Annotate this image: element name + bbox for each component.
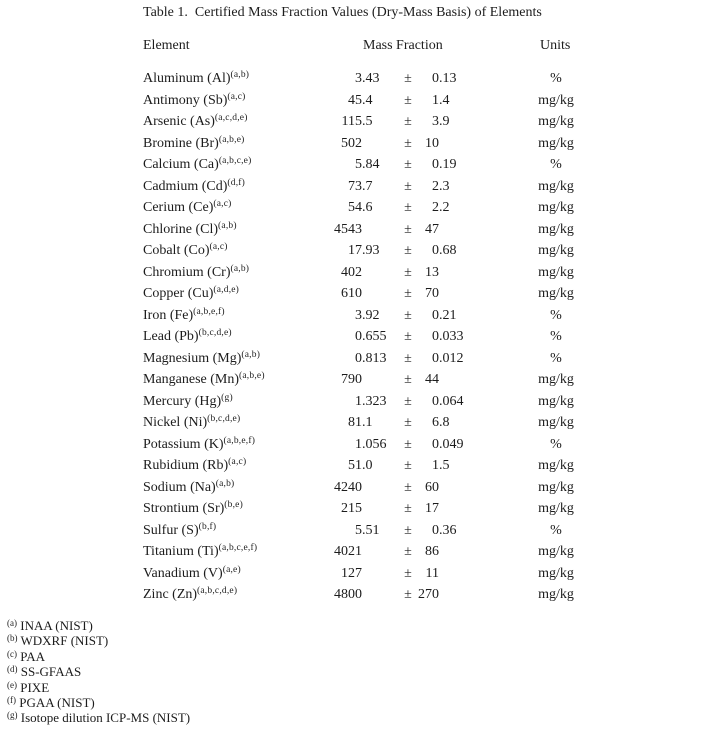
table-row — [143, 477, 663, 499]
table-row — [143, 240, 663, 262]
element-name-cell — [143, 283, 328, 305]
method-footnote-refs: (a,c,d,e) — [214, 113, 248, 123]
method-footnote-refs: (a,b) — [241, 349, 261, 360]
table-row — [143, 455, 663, 477]
table-header-row — [143, 39, 663, 55]
value-integer-part: 81 — [348, 415, 362, 430]
element-name-cell — [143, 369, 328, 391]
value-fraction-part — [362, 498, 399, 520]
method-footnote-refs: (a,b,e) — [218, 134, 245, 145]
footnote-text: INAA (NIST) — [20, 618, 93, 633]
method-footnote-refs: (a,d,e) — [213, 285, 240, 295]
footnotes-block — [7, 618, 190, 726]
element-name: Cadmium (Cd) — [143, 178, 228, 194]
uncertainty-integer-part: 0 — [432, 243, 439, 258]
method-footnote-refs: (b,e) — [224, 500, 243, 510]
method-footnote-refs: (a,b,c,e,f) — [218, 543, 258, 553]
footnote-line — [7, 649, 190, 664]
method-footnote-refs: (a,c) — [227, 91, 246, 102]
units-cell: mg/kg — [538, 178, 574, 194]
table-row — [143, 584, 663, 606]
units-cell: mg/kg — [538, 243, 574, 258]
column-header-units: Units — [540, 38, 571, 53]
value-fraction-part — [362, 563, 399, 585]
units-cell: mg/kg — [538, 200, 574, 215]
uncertainty-fraction-part — [439, 477, 476, 499]
value-fraction-part: .5 — [362, 114, 373, 129]
uncertainty-fraction-part: .36 — [439, 522, 457, 538]
footnote-line — [7, 618, 190, 633]
value-integer-part: 502 — [341, 135, 362, 151]
plus-minus-sign: ± — [404, 565, 412, 581]
units-cell: mg/kg — [538, 479, 574, 495]
plus-minus-sign: ± — [404, 350, 412, 366]
element-name: Iron (Fe) — [143, 307, 194, 323]
element-name: Nickel (Ni) — [143, 415, 208, 430]
value-fraction-part — [362, 133, 399, 155]
element-name: Titanium (Ti) — [143, 544, 219, 559]
plus-minus-sign: ± — [404, 92, 412, 108]
element-name: Aluminum (Al) — [143, 71, 231, 86]
element-name: Antimony (Sb) — [143, 92, 228, 108]
value-fraction-part: .4 — [362, 92, 373, 108]
value-fraction-part: .43 — [362, 71, 380, 86]
value-fraction-part: .813 — [362, 350, 387, 366]
plus-minus-sign: ± — [404, 436, 412, 452]
uncertainty-integer-part: 0 — [432, 329, 439, 344]
plus-minus-sign: ± — [404, 372, 412, 387]
uncertainty-fraction-part — [439, 219, 476, 241]
plus-minus-sign: ± — [404, 286, 412, 301]
value-integer-part: 54 — [348, 200, 362, 215]
method-footnote-refs: (a,b) — [215, 478, 235, 489]
uncertainty-fraction-part — [439, 584, 476, 606]
footnote-text: PAA — [20, 648, 46, 664]
element-name-cell — [143, 197, 328, 219]
method-footnote-refs: (a,b,c,d,e) — [197, 586, 238, 596]
uncertainty-fraction-part: .012 — [439, 350, 464, 366]
uncertainty-fraction-part: .049 — [439, 436, 464, 452]
element-name-cell — [143, 219, 328, 241]
uncertainty-fraction-part: .4 — [439, 92, 450, 108]
table-caption: Table 1. Certified Mass Fraction Values (Dry-Mass Basis) of Elements — [143, 5, 542, 20]
uncertainty-integer-part: 0 — [432, 522, 439, 538]
table-row — [143, 498, 663, 520]
uncertainty-integer-part: 0 — [432, 393, 439, 409]
plus-minus-sign: ± — [404, 200, 412, 215]
plus-minus-sign: ± — [404, 458, 412, 473]
method-footnote-refs: (d,f) — [227, 177, 246, 188]
method-footnote-refs: (b,f) — [198, 521, 217, 532]
uncertainty-integer-part: 11 — [425, 565, 439, 581]
column-header-mass-fraction: Mass Fraction — [363, 38, 443, 53]
table-row — [143, 90, 663, 112]
plus-minus-sign: ± — [404, 479, 412, 495]
footnote-marker: (b) — [7, 633, 18, 644]
table-row — [143, 412, 663, 434]
units-cell: % — [550, 71, 562, 86]
value-integer-part: 17 — [348, 243, 362, 258]
units-cell: mg/kg — [538, 415, 574, 430]
value-integer-part: 1 — [355, 436, 362, 452]
plus-minus-sign: ± — [404, 544, 412, 559]
uncertainty-integer-part: 270 — [418, 587, 439, 602]
table-row — [143, 520, 663, 542]
uncertainty-integer-part: 70 — [425, 286, 439, 301]
uncertainty-fraction-part: .3 — [439, 178, 450, 194]
element-name: Lead (Pb) — [143, 329, 199, 344]
units-cell: mg/kg — [538, 565, 574, 581]
method-footnote-refs: (a,b) — [230, 70, 250, 80]
units-cell: % — [550, 436, 562, 452]
plus-minus-sign: ± — [404, 114, 412, 129]
uncertainty-fraction-part: .033 — [439, 329, 464, 344]
method-footnote-refs: (a,c) — [213, 199, 232, 209]
table-row — [143, 133, 663, 155]
footnote-marker: (f) — [7, 695, 16, 706]
method-footnote-refs: (g) — [221, 392, 233, 403]
plus-minus-sign: ± — [404, 501, 412, 516]
units-cell: % — [550, 157, 562, 172]
value-fraction-part: .92 — [362, 307, 380, 323]
element-name-cell — [143, 68, 328, 90]
value-fraction-part — [362, 262, 399, 284]
units-cell: % — [550, 350, 562, 366]
uncertainty-fraction-part — [439, 541, 476, 563]
value-fraction-part: .0 — [362, 458, 373, 473]
uncertainty-integer-part: 47 — [425, 221, 439, 237]
uncertainty-fraction-part — [439, 369, 476, 391]
value-integer-part: 73 — [348, 178, 362, 194]
element-name-cell — [143, 348, 328, 370]
element-name-cell — [143, 154, 328, 176]
method-footnote-refs: (a,c) — [228, 457, 247, 467]
method-footnote-refs: (a,b,e) — [239, 371, 265, 381]
method-footnote-refs: (a,b,c,e) — [218, 156, 252, 166]
value-fraction-part: .323 — [362, 393, 387, 409]
method-footnote-refs: (b,c,d,e) — [207, 414, 241, 424]
footnote-line — [7, 710, 190, 725]
uncertainty-integer-part: 3 — [432, 114, 439, 129]
plus-minus-sign: ± — [404, 221, 412, 237]
footnote-text: SS-GFAAS — [20, 664, 82, 680]
plus-minus-sign: ± — [404, 264, 412, 280]
plus-minus-sign: ± — [404, 415, 412, 430]
footnote-marker: (c) — [7, 648, 17, 659]
method-footnote-refs: (a,b,e,f) — [223, 435, 256, 446]
value-fraction-part — [362, 584, 399, 606]
plus-minus-sign: ± — [404, 329, 412, 344]
units-cell: mg/kg — [538, 114, 574, 129]
element-name-cell — [143, 305, 328, 327]
value-fraction-part: .51 — [362, 522, 380, 538]
uncertainty-fraction-part — [439, 563, 476, 585]
table-row — [143, 391, 663, 413]
table-row — [143, 563, 663, 585]
value-integer-part: 5 — [355, 157, 362, 172]
value-integer-part: 3 — [355, 307, 362, 323]
footnote-text: PGAA (NIST) — [19, 695, 95, 711]
units-cell: % — [550, 307, 562, 323]
element-name: Sodium (Na) — [143, 479, 216, 495]
method-footnote-refs: (a,b,e,f) — [193, 306, 225, 317]
uncertainty-integer-part: 0 — [432, 307, 439, 323]
uncertainty-integer-part: 0 — [432, 436, 439, 452]
value-fraction-part: .655 — [362, 329, 387, 344]
uncertainty-fraction-part: .21 — [439, 307, 457, 323]
table-row — [143, 176, 663, 198]
footnote-text: Isotope dilution ICP-MS (NIST) — [20, 710, 191, 726]
element-name-cell — [143, 262, 328, 284]
value-integer-part: 51 — [348, 458, 362, 473]
value-fraction-part — [362, 283, 399, 305]
value-integer-part: 0 — [355, 350, 362, 366]
units-cell: mg/kg — [538, 92, 574, 108]
element-name-cell — [143, 477, 328, 499]
element-name-cell — [143, 133, 328, 155]
value-fraction-part — [362, 219, 399, 241]
units-cell: % — [550, 329, 562, 344]
plus-minus-sign: ± — [404, 157, 412, 172]
element-name: Zinc (Zn) — [143, 587, 198, 602]
table-row — [143, 369, 663, 391]
element-name: Potassium (K) — [143, 436, 224, 452]
uncertainty-integer-part: 10 — [425, 135, 439, 151]
value-integer-part: 1 — [355, 393, 362, 409]
value-fraction-part: .93 — [362, 243, 380, 258]
method-footnote-refs: (a,b) — [230, 263, 250, 274]
uncertainty-fraction-part: .5 — [439, 458, 450, 473]
uncertainty-integer-part: 2 — [432, 178, 439, 194]
element-name: Chlorine (Cl) — [143, 221, 219, 237]
table-row — [143, 541, 663, 563]
footnote-line — [7, 664, 190, 679]
value-integer-part: 4021 — [334, 544, 362, 559]
footnote-text: PIXE — [20, 679, 50, 695]
plus-minus-sign: ± — [404, 178, 412, 194]
value-integer-part: 4543 — [334, 221, 362, 237]
units-cell: mg/kg — [538, 264, 574, 280]
element-name-cell — [143, 176, 328, 198]
element-name: Manganese (Mn) — [143, 372, 240, 387]
footnote-marker: (d) — [7, 664, 18, 675]
units-cell: mg/kg — [538, 587, 574, 602]
element-name-cell — [143, 391, 328, 413]
value-integer-part: 4800 — [334, 587, 362, 602]
method-footnote-refs: (b,c,d,e) — [198, 328, 232, 338]
value-integer-part: 402 — [341, 264, 362, 280]
value-fraction-part — [362, 369, 399, 391]
value-integer-part: 790 — [341, 372, 362, 387]
uncertainty-integer-part: 0 — [432, 157, 439, 172]
table-row — [143, 219, 663, 241]
element-name-cell — [143, 412, 328, 434]
element-name-cell — [143, 584, 328, 606]
element-name: Arsenic (As) — [143, 114, 215, 129]
element-name: Calcium (Ca) — [143, 157, 219, 172]
element-name: Cerium (Ce) — [143, 200, 214, 215]
table-row — [143, 262, 663, 284]
value-fraction-part — [362, 477, 399, 499]
uncertainty-fraction-part: .8 — [439, 415, 450, 430]
element-name-cell — [143, 563, 328, 585]
element-name-cell — [143, 520, 328, 542]
units-cell: mg/kg — [538, 501, 574, 516]
uncertainty-fraction-part: .2 — [439, 200, 450, 215]
element-name-cell — [143, 498, 328, 520]
element-name: Cobalt (Co) — [143, 243, 210, 258]
uncertainty-integer-part: 0 — [432, 71, 439, 86]
method-footnote-refs: (a,c) — [209, 242, 228, 252]
element-name: Chromium (Cr) — [143, 264, 231, 280]
uncertainty-fraction-part — [439, 133, 476, 155]
element-name: Bromine (Br) — [143, 135, 219, 151]
uncertainty-fraction-part — [439, 283, 476, 305]
units-cell: mg/kg — [538, 393, 574, 409]
uncertainty-integer-part: 0 — [432, 350, 439, 366]
table-row — [143, 305, 663, 327]
plus-minus-sign: ± — [404, 243, 412, 258]
footnote-line — [7, 695, 190, 710]
table-row — [143, 348, 663, 370]
element-name-cell — [143, 240, 328, 262]
uncertainty-fraction-part — [439, 498, 476, 520]
value-fraction-part: .84 — [362, 157, 380, 172]
plus-minus-sign: ± — [404, 307, 412, 323]
footnote-text: WDXRF (NIST) — [20, 633, 109, 649]
uncertainty-integer-part: 17 — [425, 501, 439, 516]
table-row — [143, 111, 663, 133]
element-name: Magnesium (Mg) — [143, 350, 242, 366]
value-integer-part: 127 — [341, 565, 362, 581]
uncertainty-fraction-part: .9 — [439, 114, 450, 129]
uncertainty-integer-part: 13 — [425, 264, 439, 280]
element-name: Sulfur (S) — [143, 522, 199, 538]
element-name-cell — [143, 326, 328, 348]
plus-minus-sign: ± — [404, 393, 412, 409]
footnote-marker: (e) — [7, 679, 17, 690]
units-cell: mg/kg — [538, 458, 574, 473]
value-integer-part: 215 — [341, 501, 362, 516]
value-fraction-part: .7 — [362, 178, 373, 194]
value-integer-part: 0 — [355, 329, 362, 344]
table-row — [143, 283, 663, 305]
uncertainty-integer-part: 44 — [425, 372, 439, 387]
value-fraction-part: .1 — [362, 415, 373, 430]
units-cell: % — [550, 522, 562, 538]
table-row — [143, 68, 663, 90]
footnote-marker: (g) — [7, 710, 18, 721]
plus-minus-sign: ± — [404, 135, 412, 151]
uncertainty-fraction-part: .13 — [439, 71, 457, 86]
element-name: Strontium (Sr) — [143, 501, 225, 516]
value-integer-part: 5 — [355, 522, 362, 538]
method-footnote-refs: (a,e) — [222, 564, 241, 575]
table-row — [143, 434, 663, 456]
value-fraction-part — [362, 541, 399, 563]
value-integer-part: 610 — [341, 286, 362, 301]
uncertainty-integer-part: 1 — [432, 458, 439, 473]
element-name: Copper (Cu) — [143, 286, 214, 301]
uncertainty-fraction-part: .19 — [439, 157, 457, 172]
uncertainty-fraction-part: .064 — [439, 393, 464, 409]
units-cell: mg/kg — [538, 286, 574, 301]
column-header-element: Element — [143, 38, 190, 53]
plus-minus-sign: ± — [404, 71, 412, 86]
value-fraction-part: .056 — [362, 436, 387, 452]
value-integer-part: 45 — [348, 92, 362, 108]
table-row — [143, 154, 663, 176]
footnote-line — [7, 633, 190, 648]
table-row — [143, 326, 663, 348]
plus-minus-sign: ± — [404, 522, 412, 538]
element-name-cell — [143, 111, 328, 133]
uncertainty-integer-part: 86 — [425, 544, 439, 559]
element-name-cell — [143, 90, 328, 112]
element-name: Mercury (Hg) — [143, 393, 222, 409]
value-fraction-part: .6 — [362, 200, 373, 215]
value-integer-part: 4240 — [334, 479, 362, 495]
uncertainty-fraction-part: .68 — [439, 243, 457, 258]
uncertainty-fraction-part — [439, 262, 476, 284]
units-cell: mg/kg — [538, 372, 574, 387]
uncertainty-integer-part: 1 — [432, 92, 439, 108]
uncertainty-integer-part: 60 — [425, 479, 439, 495]
value-integer-part: 3 — [355, 71, 362, 86]
element-name-cell — [143, 541, 328, 563]
element-name-cell — [143, 434, 328, 456]
table-row — [143, 197, 663, 219]
element-name-cell — [143, 455, 328, 477]
value-integer-part: 115 — [341, 114, 362, 129]
uncertainty-integer-part: 2 — [432, 200, 439, 215]
footnote-marker: (a) — [7, 618, 17, 628]
footnote-line — [7, 680, 190, 695]
units-cell: mg/kg — [538, 221, 574, 237]
table-body — [143, 68, 663, 606]
element-name: Vanadium (V) — [143, 565, 223, 581]
uncertainty-integer-part: 6 — [432, 415, 439, 430]
element-name: Rubidium (Rb) — [143, 458, 229, 473]
method-footnote-refs: (a,b) — [218, 220, 237, 231]
plus-minus-sign: ± — [404, 587, 412, 602]
units-cell: mg/kg — [538, 135, 574, 151]
units-cell: mg/kg — [538, 544, 574, 559]
